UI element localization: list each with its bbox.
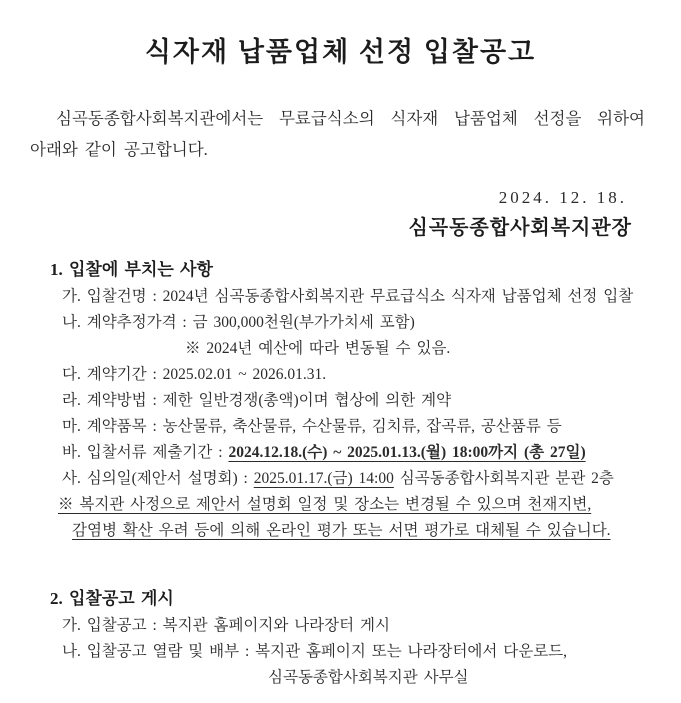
note-schedule-change-line1: ※ 복지관 사정으로 제안서 설명회 일정 및 장소는 변경될 수 있으며 천재지변, <box>58 496 592 513</box>
document-title: 식자재 납품업체 선정 입찰공고 <box>144 37 537 67</box>
item-distribution: 나. 입찰공고 열람 및 배부 : 복지관 홈페이지 또는 나라장터에서 다운로드, <box>62 643 568 660</box>
intro-paragraph: 심곡동종합사회복지관에서는 무료급식소의 식자재 납품업체 선정을 위하여 아래와 같이 공고합니다. <box>30 109 645 159</box>
signer-name: 심곡동종합사회복지관장 <box>408 217 632 239</box>
review-location: 심곡동종합사회복지관 분관 2층 <box>393 470 614 487</box>
review-datetime-value: 2025.01.17.(금) 14:00 <box>253 470 394 487</box>
item-contract-period: 다. 계약기간 : 2025.02.01 ~ 2026.01.31. <box>62 366 327 383</box>
item-bid-name: 가. 입찰건명 : 2024년 심곡동종합사회복지관 무료급식소 식자재 납품업체 선정 입찰 <box>62 288 634 305</box>
section2-heading: 2. 입찰공고 게시 <box>50 589 174 608</box>
announcement-date: 2024. 12. 18. <box>498 188 627 207</box>
item-submission-period <box>62 440 661 466</box>
item-estimated-price: 나. 계약추정가격 : 금 300,000천원(부가가치세 포함) <box>62 314 415 331</box>
item-contract-goods: 마. 계약품목 : 농산물류, 축산물류, 수산물류, 김치류, 잡곡류, 공산품류 등 <box>62 418 562 435</box>
section1-heading: 1. 입찰에 부치는 사항 <box>50 260 213 279</box>
review-date-label: 사. 심의일(제안서 설명회) : <box>62 470 254 487</box>
item-posting: 가. 입찰공고 : 복지관 홈페이지와 나라장터 게시 <box>62 617 390 634</box>
note-schedule-change-line2: 감염병 확산 우려 등에 의해 온라인 평가 또는 서면 평가로 대체될 수 있습니다. <box>72 522 611 539</box>
submission-period-value: 2024.12.18.(수) ~ 2025.01.13.(월) 18:00까지 (총 27일) <box>228 444 586 461</box>
note-budget-change: ※ 2024년 예산에 따라 변동될 수 있음. <box>185 340 451 357</box>
submission-period-label: 바. 입찰서류 제출기간 : <box>62 444 229 461</box>
item-contract-method: 라. 계약방법 : 제한 일반경쟁(총액)이며 협상에 의한 계약 <box>62 392 452 409</box>
bid-announcement-document <box>0 30 681 703</box>
item-review-date <box>62 466 661 492</box>
item-distribution-office: 심곡동종합사회복지관 사무실 <box>268 669 469 686</box>
